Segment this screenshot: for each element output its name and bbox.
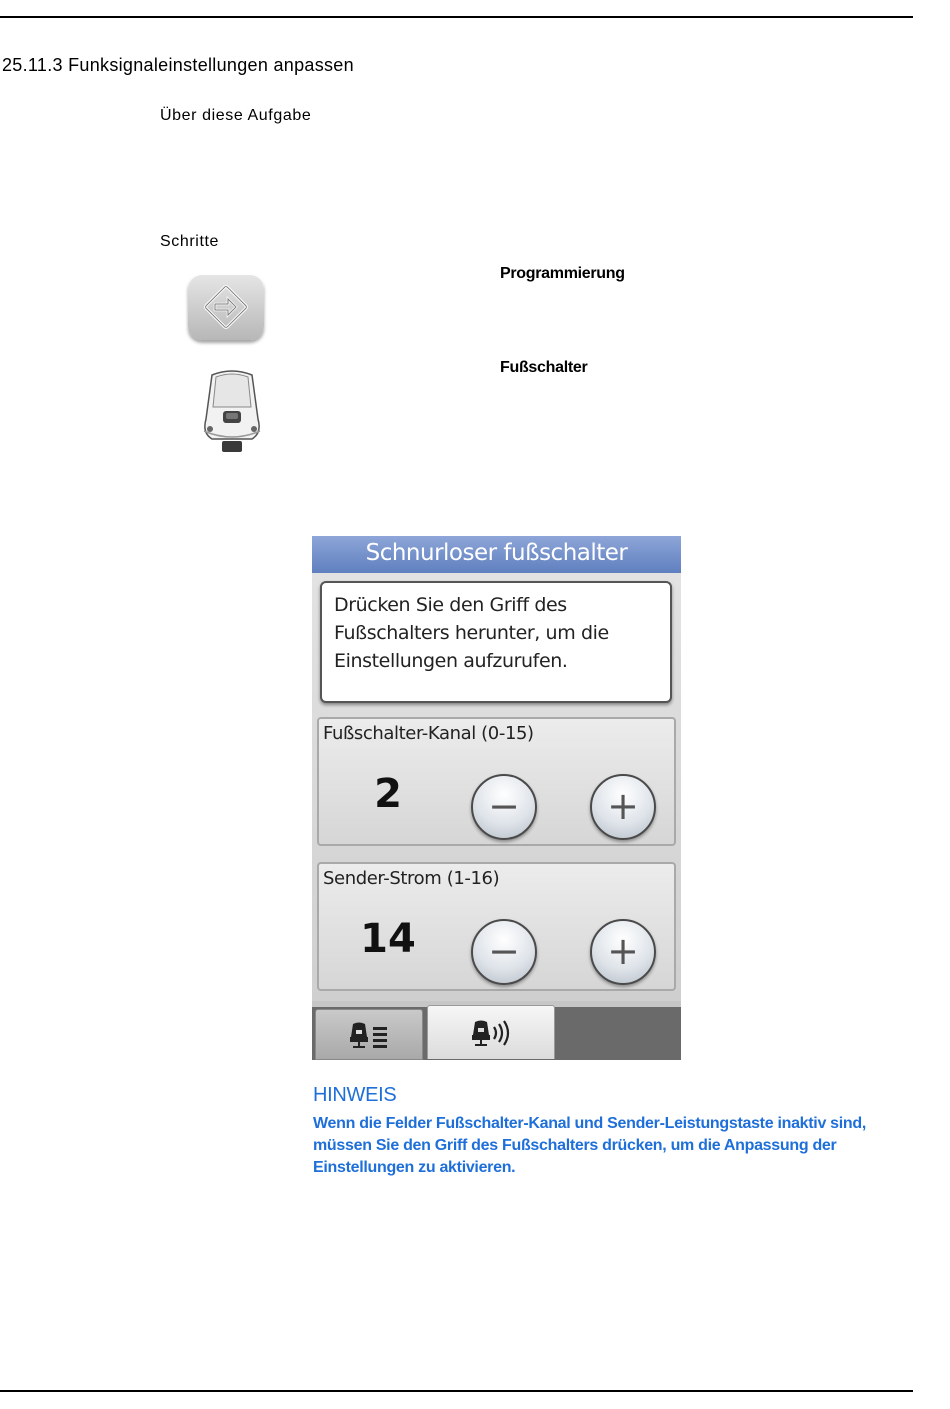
power-label: Sender-Strom (1-16) bbox=[323, 868, 500, 889]
channel-label: Fußschalter-Kanal (0-15) bbox=[323, 723, 534, 744]
about-heading: Über diese Aufgabe bbox=[160, 107, 312, 124]
power-panel bbox=[317, 862, 676, 991]
step-label-programming: Programmierung bbox=[500, 265, 625, 282]
wireless-footswitch-screen bbox=[312, 536, 681, 1060]
power-increase-button[interactable] bbox=[590, 919, 656, 985]
plus-icon: + bbox=[607, 784, 639, 828]
channel-value: 2 bbox=[374, 771, 402, 817]
tab-footswitch-list[interactable] bbox=[315, 1009, 423, 1060]
channel-decrease-button[interactable] bbox=[471, 774, 537, 840]
power-decrease-button[interactable] bbox=[471, 919, 537, 985]
footswitch-list-icon bbox=[347, 1021, 391, 1049]
footswitch-wireless-icon bbox=[469, 1019, 513, 1047]
section-title: 25.11.3 Funksignaleinstellungen anpassen bbox=[2, 55, 354, 75]
programming-button-icon bbox=[188, 274, 264, 340]
footswitch-icon bbox=[196, 367, 268, 455]
note-title: HINWEIS bbox=[313, 1084, 397, 1106]
plus-icon: + bbox=[607, 929, 639, 973]
bottom-rule bbox=[0, 1390, 913, 1392]
minus-icon: − bbox=[488, 784, 520, 828]
screen-title: Schnurloser fußschalter bbox=[312, 536, 681, 573]
note-text: Wenn die Felder Fußschalter-Kanal und Sender-Leistungstaste inaktiv sind, müssen Sie den Griff des Fußschalters drücken, um die Anpassung der Einstellungen zu aktivieren. bbox=[313, 1115, 867, 1176]
power-value: 14 bbox=[360, 916, 416, 962]
tab-bar bbox=[312, 1001, 681, 1060]
instruction-message: Drücken Sie den Griff des Fußschalters herunter, um die Einstellungen aufzurufen. bbox=[320, 581, 672, 703]
steps-heading: Schritte bbox=[160, 233, 220, 250]
top-rule bbox=[0, 16, 913, 18]
channel-panel bbox=[317, 717, 676, 846]
tab-footswitch-wireless[interactable] bbox=[427, 1005, 555, 1059]
channel-increase-button[interactable] bbox=[590, 774, 656, 840]
minus-icon: − bbox=[488, 929, 520, 973]
step-label-footswitch: Fußschalter bbox=[500, 359, 588, 376]
